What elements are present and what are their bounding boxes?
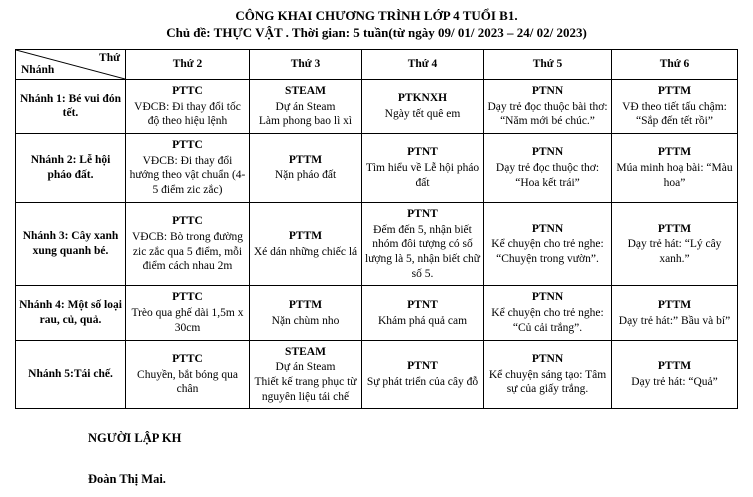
activity-type: PTNT [407, 360, 438, 373]
activity-type: PTNT [407, 146, 438, 159]
activity-type: PTNN [531, 146, 564, 159]
title-block [0, 0, 753, 42]
activity-type: PTTC [172, 84, 203, 97]
branch-label-5: Nhánh 5:Tái chế. [16, 340, 126, 409]
branch-label-4: Nhánh 4: Một số loại rau, củ, quả. [16, 286, 126, 340]
activity-cell-r1c1 [126, 79, 250, 133]
table-row [16, 79, 738, 133]
activity-type: PTTM [657, 360, 692, 373]
day-header-thu6: Thứ 6 [612, 49, 738, 79]
activity-cell-r1c3 [362, 79, 484, 133]
activity-desc: Khám phá quả cam [377, 314, 468, 327]
activity-desc: Tìm hiểu về Lễ hội pháo đất [365, 162, 480, 189]
activity-cell-r1c2 [250, 79, 362, 133]
page-title: CÔNG KHAI CHƯƠNG TRÌNH LỚP 4 TUỔI B1. [235, 8, 518, 23]
activity-cell-r1c5 [612, 79, 738, 133]
activity-type: PTTM [288, 298, 323, 311]
schedule-table [15, 49, 738, 410]
activity-desc: Kể chuyện cho trẻ nghe: “Chuyện trong vườn”. [491, 238, 604, 265]
activity-cell-r5c3 [362, 340, 484, 409]
activity-cell-r4c5 [612, 286, 738, 340]
day-header-thu5: Thứ 5 [484, 49, 612, 79]
activity-desc: VĐCB: Đi thay đổi hướng theo vật chuẩn (4-5 điểm zic zắc) [129, 154, 246, 197]
activity-type: PTTM [288, 153, 323, 166]
activity-cell-r2c3 [362, 133, 484, 202]
activity-desc: Dự án Steam Thiết kế trang phục từ nguyên liệu tái chế [254, 361, 357, 403]
activity-desc: Dạy trẻ hát:” Bầu và bí” [618, 314, 731, 327]
activity-type: PTNN [531, 222, 564, 235]
activity-type: PTTM [657, 84, 692, 97]
activity-cell-r4c3 [362, 286, 484, 340]
activity-desc: VĐ theo tiết tấu chậm: “Sắp đến tết rồi” [622, 100, 727, 128]
activity-desc: Sự phát triển của cây đỗ [366, 376, 479, 389]
activity-desc: Nặn pháo đất [274, 169, 337, 182]
day-header-thu4: Thứ 4 [362, 49, 484, 79]
table-header-row [16, 49, 738, 79]
activity-desc: Ngày tết quê em [384, 107, 461, 120]
activity-cell-r2c2 [250, 133, 362, 202]
activity-cell-r5c1 [126, 340, 250, 409]
activity-cell-r4c2 [250, 286, 362, 340]
activity-cell-r3c2 [250, 202, 362, 286]
activity-type: PTNT [407, 298, 438, 311]
activity-type: PTNN [531, 352, 564, 365]
activity-desc: Múa minh hoạ bài: “Màu hoa” [616, 162, 733, 189]
table-row [16, 286, 738, 340]
activity-desc: VĐCB: Bò trong đường zic zắc qua 5 điểm, mỗi điểm cách nhau 2m [131, 230, 244, 273]
corner-week-label: Thứ [99, 51, 120, 64]
signature-label: NGƯỜI LẬP KH [88, 431, 182, 446]
activity-type: PTTC [172, 138, 203, 151]
activity-type: PTTM [657, 146, 692, 159]
branch-label-1: Nhánh 1: Bé vui đón tết. [16, 79, 126, 133]
activity-type: PTNT [407, 207, 438, 220]
activity-cell-r2c1 [126, 133, 250, 202]
activity-desc: VĐCB: Đi thay đổi tốc độ theo hiệu lệnh [134, 100, 241, 128]
activity-cell-r3c1 [126, 202, 250, 286]
activity-desc: Dự án Steam Làm phong bao lì xì [258, 100, 353, 128]
activity-desc: Đếm đến 5, nhận biết nhóm đôi tượng có số lượng là 5, nhận biết chữ số 5. [365, 223, 480, 280]
activity-type: PTKNXH [397, 92, 448, 105]
activity-cell-r1c4 [484, 79, 612, 133]
activity-cell-r3c3 [362, 202, 484, 286]
activity-cell-r4c4 [484, 286, 612, 340]
corner-header-cell [16, 49, 126, 79]
page-subtitle: Chủ đề: THỰC VẬT . Thời gian: 5 tuần(từ ngày 09/ 01/ 2023 – 24/ 02/ 2023) [166, 25, 587, 41]
activity-type: STEAM [285, 345, 326, 358]
activity-cell-r5c2 [250, 340, 362, 409]
activity-type: STEAM [285, 84, 326, 97]
activity-desc: Chuyền, bắt bóng qua chân [137, 368, 238, 396]
corner-branch-label: Nhánh [21, 64, 55, 77]
activity-desc: Dạy trẻ hát: “Quả” [631, 376, 718, 389]
activity-cell-r5c5 [612, 340, 738, 409]
activity-desc: Dạy trẻ đọc thuộc thơ: “Hoa kết trái” [495, 162, 600, 189]
table-row [16, 133, 738, 202]
activity-type: PTTC [172, 215, 203, 228]
table-row [16, 202, 738, 286]
activity-type: PTNN [531, 84, 564, 97]
activity-type: PTTC [172, 291, 203, 304]
activity-cell-r3c5 [612, 202, 738, 286]
activity-cell-r5c4 [484, 340, 612, 409]
activity-type: PTTM [288, 229, 323, 242]
activity-desc: Dạy trẻ hát: “Lý cây xanh.” [627, 238, 722, 265]
activity-cell-r3c4 [484, 202, 612, 286]
activity-type: PTTM [657, 222, 692, 235]
activity-desc: Dạy trẻ đọc thuộc bài thơ: “Năm mới bé chúc.” [487, 100, 608, 128]
activity-cell-r2c5 [612, 133, 738, 202]
signer-name: Đoàn Thị Mai. [88, 472, 166, 487]
activity-type: PTNN [531, 291, 564, 304]
activity-desc: Trèo qua ghế dài 1,5m x 30cm [131, 307, 244, 334]
table-row [16, 340, 738, 409]
activity-cell-r4c1 [126, 286, 250, 340]
branch-label-2: Nhánh 2: Lễ hội pháo đất. [16, 133, 126, 202]
activity-cell-r2c4 [484, 133, 612, 202]
day-header-thu2: Thứ 2 [126, 49, 250, 79]
branch-label-3: Nhánh 3: Cây xanh xung quanh bé. [16, 202, 126, 286]
activity-type: PTTC [172, 352, 203, 365]
activity-desc: Xé dán những chiếc lá [253, 245, 358, 258]
day-header-thu3: Thứ 3 [250, 49, 362, 79]
activity-desc: Kể chuyện cho trẻ nghe: “Củ cải trắng”. [491, 307, 604, 334]
activity-type: PTTM [657, 298, 692, 311]
activity-desc: Kể chuyện sáng tạo: Tâm sự của giấy trắng. [488, 368, 607, 396]
activity-desc: Nặn chùm nho [271, 314, 340, 327]
